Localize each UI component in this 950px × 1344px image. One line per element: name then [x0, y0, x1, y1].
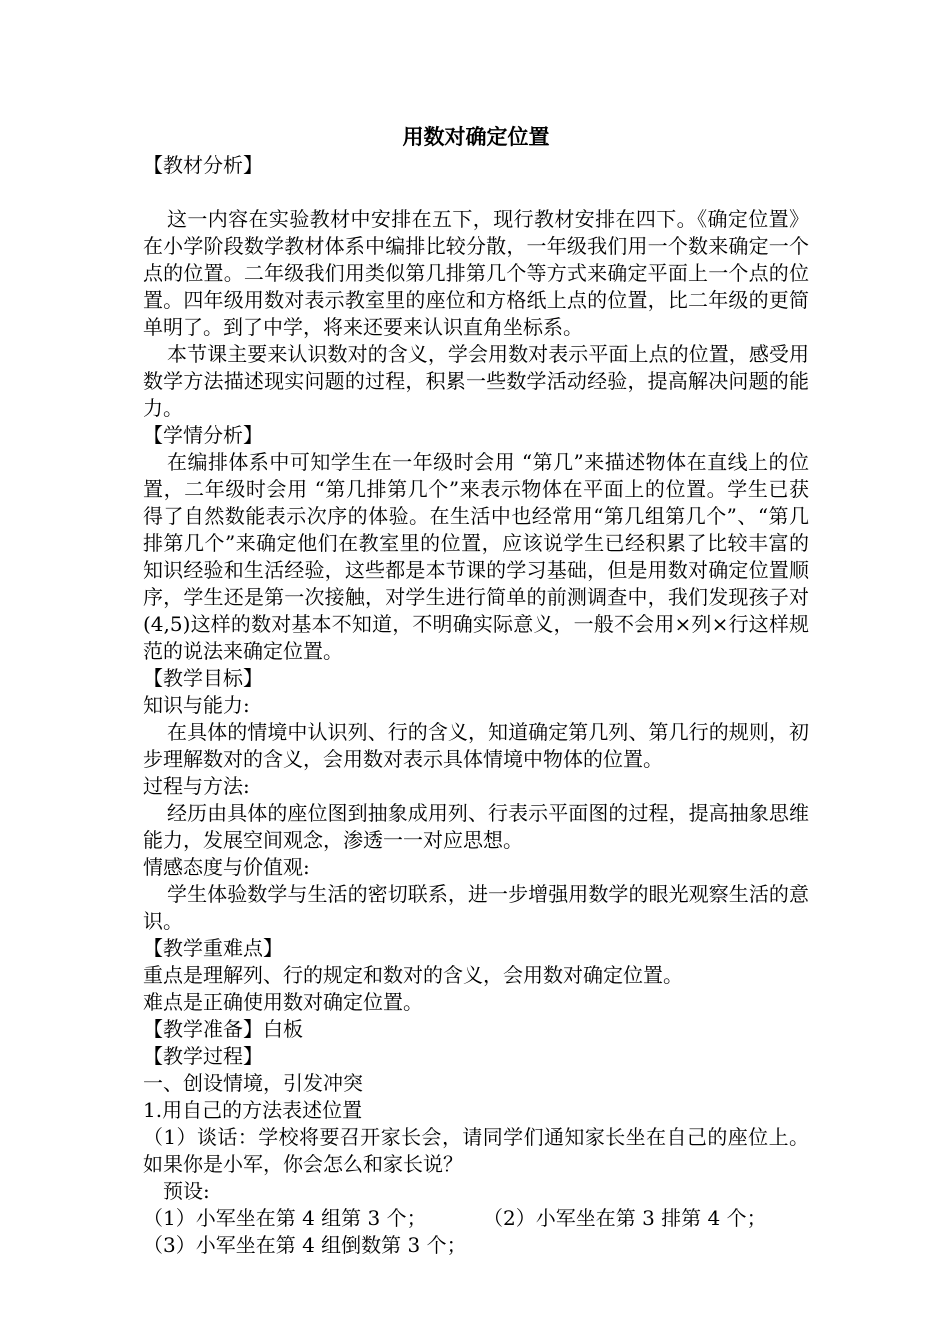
process-step-1: 一、创设情境，引发冲突 — [143, 1071, 363, 1095]
attitude-label: 情感态度与价值观: — [143, 855, 310, 879]
difficult-point-text: 难点是正确使用数对确定位置。 — [143, 990, 423, 1014]
document-title: 用数对确定位置 — [402, 124, 550, 149]
material-analysis-paragraph-2: 本节课主要来认识数对的含义，学会用数对表示平面上点的位置，感受用数学方法描述现实问题的过程，积累一些数学活动经验，提高解决问题的能力。 — [143, 342, 809, 420]
material-analysis-heading: 【教材分析】 — [143, 153, 263, 177]
process-heading: 【教学过程】 — [143, 1044, 263, 1068]
preset-2: （2）小军坐在第 3 排第 4 个； — [483, 1206, 767, 1230]
student-analysis-heading: 【学情分析】 — [143, 423, 263, 447]
key-points-heading: 【教学重难点】 — [143, 936, 283, 960]
preparation-line: 【教学准备】白板 — [143, 1017, 303, 1041]
knowledge-label: 知识与能力: — [143, 693, 250, 717]
document-page — [143, 122, 809, 1259]
preset-label: 预设: — [163, 1179, 210, 1203]
key-point-text: 重点是理解列、行的规定和数对的含义，会用数对确定位置。 — [143, 963, 683, 987]
process-sub-1: 1.用自己的方法表述位置 — [143, 1098, 363, 1122]
process-text: 经历由具体的座位图到抽象成用列、行表示平面图的过程，提高抽象思维能力，发展空间观念，渗透一一对应思想。 — [143, 801, 809, 852]
preset-3: （3）小军坐在第 4 组倒数第 3 个； — [143, 1233, 467, 1257]
preset-1: （1）小军坐在第 4 组第 3 个； — [143, 1206, 427, 1230]
material-analysis-paragraph-1: 这一内容在实验教材中安排在五下，现行教材安排在四下。《确定位置》在小学阶段数学教材体系中编排比较分散，一年级我们用一个数来确定一个点的位置。二年级我们用类似第几排第几个等方式来确定平面上一个点的位置。四年级用数对表示教室里的座位和方格纸上点的位置，比二年级的更简单明了。到了中学，将来还要来认识直角坐标系。 — [143, 207, 809, 339]
blank-line — [143, 179, 809, 206]
process-talk: （1）谈话：学校将要召开家长会，请同学们通知家长坐在自己的座位上。如果你是小军，你会怎么和家长说？ — [143, 1125, 809, 1176]
student-analysis-paragraph: 在编排体系中可知学生在一年级时会用 “第几”来描述物体在直线上的位置，二年级时会用 “第几排第几个”来表示物体在平面上的位置。学生已获得了自然数能表示次序的体验。在生活中也经常用“第几组第几个”、“第几排第几个”来确定他们在教室里的位置，应该说学生已经积累了比较丰富的知识经验和生活经验，这些都是本节课的学习基础，但是用数对确定位置顺序，学生还是第一次接触，对学生进行简单的前测调查中，我们发现孩子对(4,5)这样的数对基本不知道，不明确实际意义，一般不会用×列×行这样规范的说法来确定位置。 — [143, 450, 809, 663]
attitude-text: 学生体验数学与生活的密切联系，进一步增强用数学的眼光观察生活的意识。 — [143, 882, 809, 933]
preset-row — [143, 1205, 809, 1232]
teaching-goals-heading: 【教学目标】 — [143, 666, 263, 690]
knowledge-text: 在具体的情境中认识列、行的含义，知道确定第几列、第几行的规则，初步理解数对的含义，会用数对表示具体情境中物体的位置。 — [143, 720, 809, 771]
process-label: 过程与方法: — [143, 774, 250, 798]
